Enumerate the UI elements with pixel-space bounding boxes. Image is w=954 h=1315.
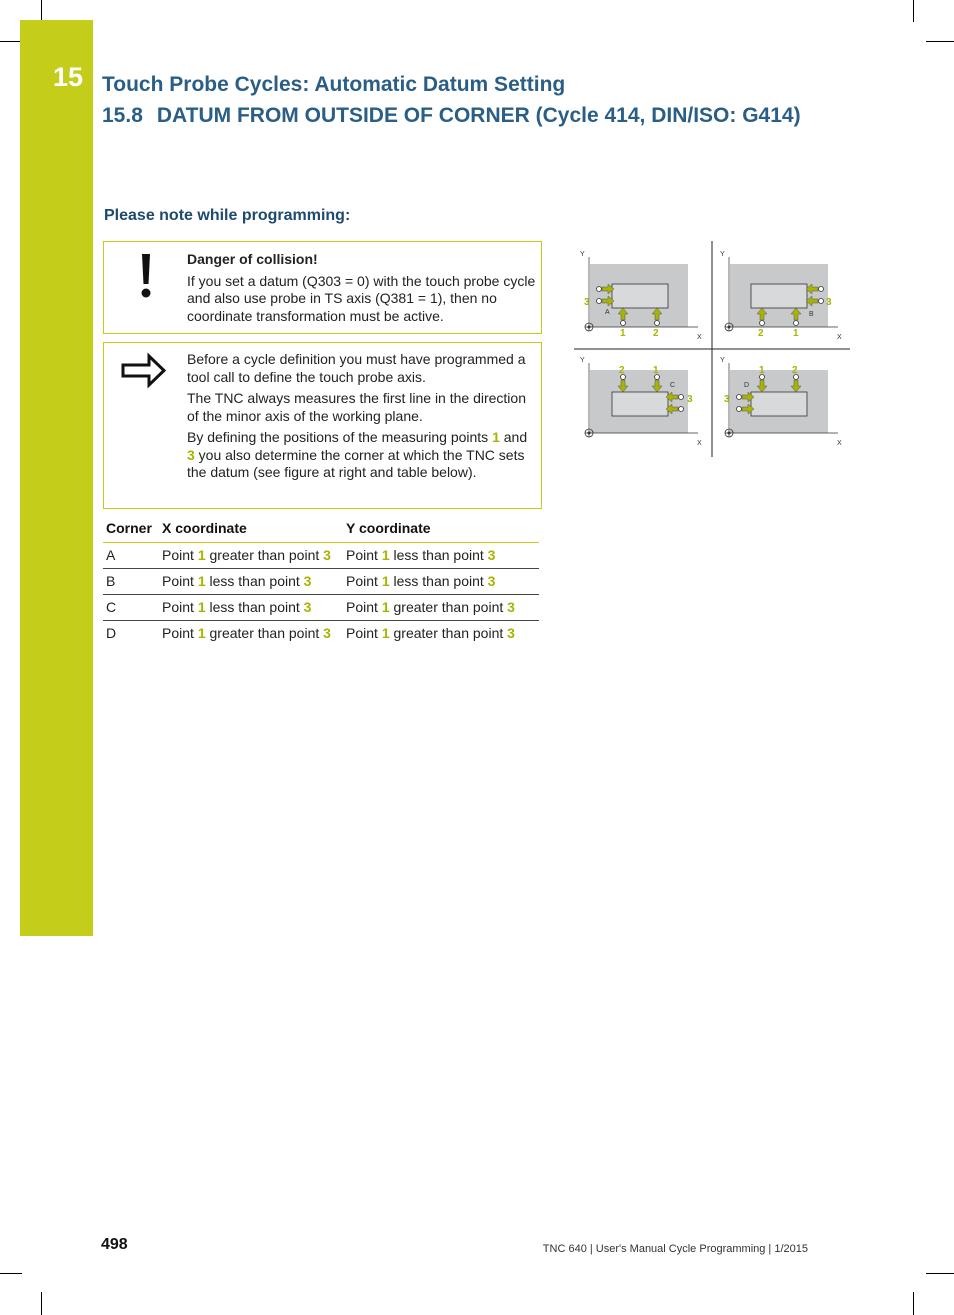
point-label: 2 <box>758 328 764 339</box>
point-label: 3 <box>584 297 590 308</box>
corner-cell: B <box>103 569 159 595</box>
x-coordinate-cell: Point 1 less than point 3 <box>159 569 343 595</box>
page-title: Touch Probe Cycles: Automatic Datum Setting <box>102 73 566 96</box>
corner-label: D <box>744 382 750 389</box>
danger-note <box>103 241 542 334</box>
table-header-row <box>103 519 539 543</box>
chapter-sidebar <box>20 20 93 936</box>
info-p3 <box>187 429 537 482</box>
probe-point <box>679 395 684 400</box>
point-label: 1 <box>759 365 765 376</box>
crop-mark <box>41 0 42 22</box>
header-y: Y coordinate <box>343 519 539 543</box>
info-p2: The TNC always measures the first line in the direction of the minor axis of the working plane. <box>187 390 526 424</box>
y-axis-label: Y <box>720 251 725 258</box>
section-title <box>102 104 801 128</box>
datum-symbol <box>728 326 731 329</box>
section-heading: Please note while programming: <box>104 207 351 224</box>
danger-title: Danger of collision! <box>187 251 318 267</box>
section-number: 15.8 <box>102 104 143 127</box>
y-coordinate-cell: Point 1 greater than point 3 <box>343 595 539 621</box>
point-label: 1 <box>620 328 626 339</box>
exclamation-icon <box>104 242 186 333</box>
chapter-number: 15 <box>53 62 84 92</box>
point-label: 2 <box>619 365 625 376</box>
table-row <box>103 543 539 569</box>
crop-mark <box>926 41 954 42</box>
y-axis-label: Y <box>580 251 585 258</box>
workpiece <box>751 284 807 308</box>
info-p3-text: By defining the positions of the measuring points <box>187 429 493 445</box>
x-axis-label: X <box>837 440 842 447</box>
table-row <box>103 621 539 647</box>
footer-text: TNC 640 | User's Manual Cycle Programming | 1/2015 <box>542 1243 808 1255</box>
arrow-right-icon <box>104 343 186 508</box>
crop-mark <box>41 1292 42 1315</box>
y-coordinate-cell: Point 1 greater than point 3 <box>346 625 515 641</box>
probe-point <box>621 321 626 326</box>
info-note-text <box>187 351 537 486</box>
crop-mark <box>913 0 914 22</box>
probe-point <box>737 395 742 400</box>
workpiece <box>751 392 807 416</box>
point-label: 2 <box>653 328 659 339</box>
y-coordinate-cell: Point 1 less than point 3 <box>343 569 539 595</box>
info-note <box>103 342 542 509</box>
point-label: 2 <box>792 365 798 376</box>
workpiece <box>612 284 668 308</box>
probe-point <box>597 299 602 304</box>
corner-diagram <box>574 241 850 457</box>
x-coordinate-cell: Point 1 greater than point 3 <box>162 625 331 641</box>
info-p1: Before a cycle definition you must have programmed a tool call to define the touch probe axis. <box>187 351 526 385</box>
probe-point <box>655 321 660 326</box>
point-label: 3 <box>724 394 730 405</box>
danger-note-text <box>187 251 537 329</box>
x-coordinate-cell: Point 1 greater than point 3 <box>159 543 343 569</box>
workpiece <box>612 392 668 416</box>
corner-cell: C <box>103 595 159 621</box>
point-label: 3 <box>687 394 693 405</box>
section-name: DATUM FROM OUTSIDE OF CORNER (Cycle 414, DIN/ISO: G414) <box>156 104 801 127</box>
info-p3-text: and <box>499 429 528 445</box>
x-axis-label: X <box>697 334 702 341</box>
crop-mark <box>926 1273 954 1274</box>
probe-point <box>819 299 824 304</box>
danger-body: If you set a datum (Q303 = 0) with the touch probe cycle and also use probe in TS axis (Q381 = 1), then no coordinate transformation must be active. <box>187 272 536 324</box>
datum-symbol <box>728 432 731 435</box>
corner-cell: A <box>103 543 159 569</box>
point-label: 1 <box>793 328 799 339</box>
probe-point <box>679 407 684 412</box>
page-number: 498 <box>101 1236 128 1253</box>
table-row <box>103 595 539 621</box>
y-axis-label: Y <box>580 357 585 364</box>
crop-mark <box>0 1273 22 1274</box>
probe-point <box>597 287 602 292</box>
crop-mark <box>913 1292 914 1315</box>
point-label: 1 <box>653 365 659 376</box>
x-axis-label: X <box>837 334 842 341</box>
crop-mark <box>0 41 22 42</box>
y-coordinate-cell: Point 1 less than point 3 <box>343 543 539 569</box>
header-x: X coordinate <box>159 519 343 543</box>
y-axis-label: Y <box>720 357 725 364</box>
corner-cell: D <box>106 625 117 641</box>
probe-point <box>794 321 799 326</box>
info-p3-text: you also determine the corner at which the TNC sets the datum (see figure at right and table below). <box>187 446 525 480</box>
probe-point <box>760 321 765 326</box>
corner-label: A <box>605 309 610 316</box>
x-coordinate-cell: Point 1 less than point 3 <box>159 595 343 621</box>
probe-point <box>737 407 742 412</box>
corner-label: B <box>809 311 814 318</box>
point-label: 3 <box>826 297 832 308</box>
table-row <box>103 569 539 595</box>
header-corner: Corner <box>103 519 159 543</box>
point-1-ref: 1 <box>492 429 500 445</box>
corner-table <box>103 519 539 646</box>
point-3-ref: 3 <box>187 446 195 463</box>
corner-label: C <box>670 382 676 389</box>
probe-point <box>819 287 824 292</box>
datum-symbol <box>588 326 591 329</box>
x-axis-label: X <box>697 440 702 447</box>
datum-symbol <box>588 432 591 435</box>
